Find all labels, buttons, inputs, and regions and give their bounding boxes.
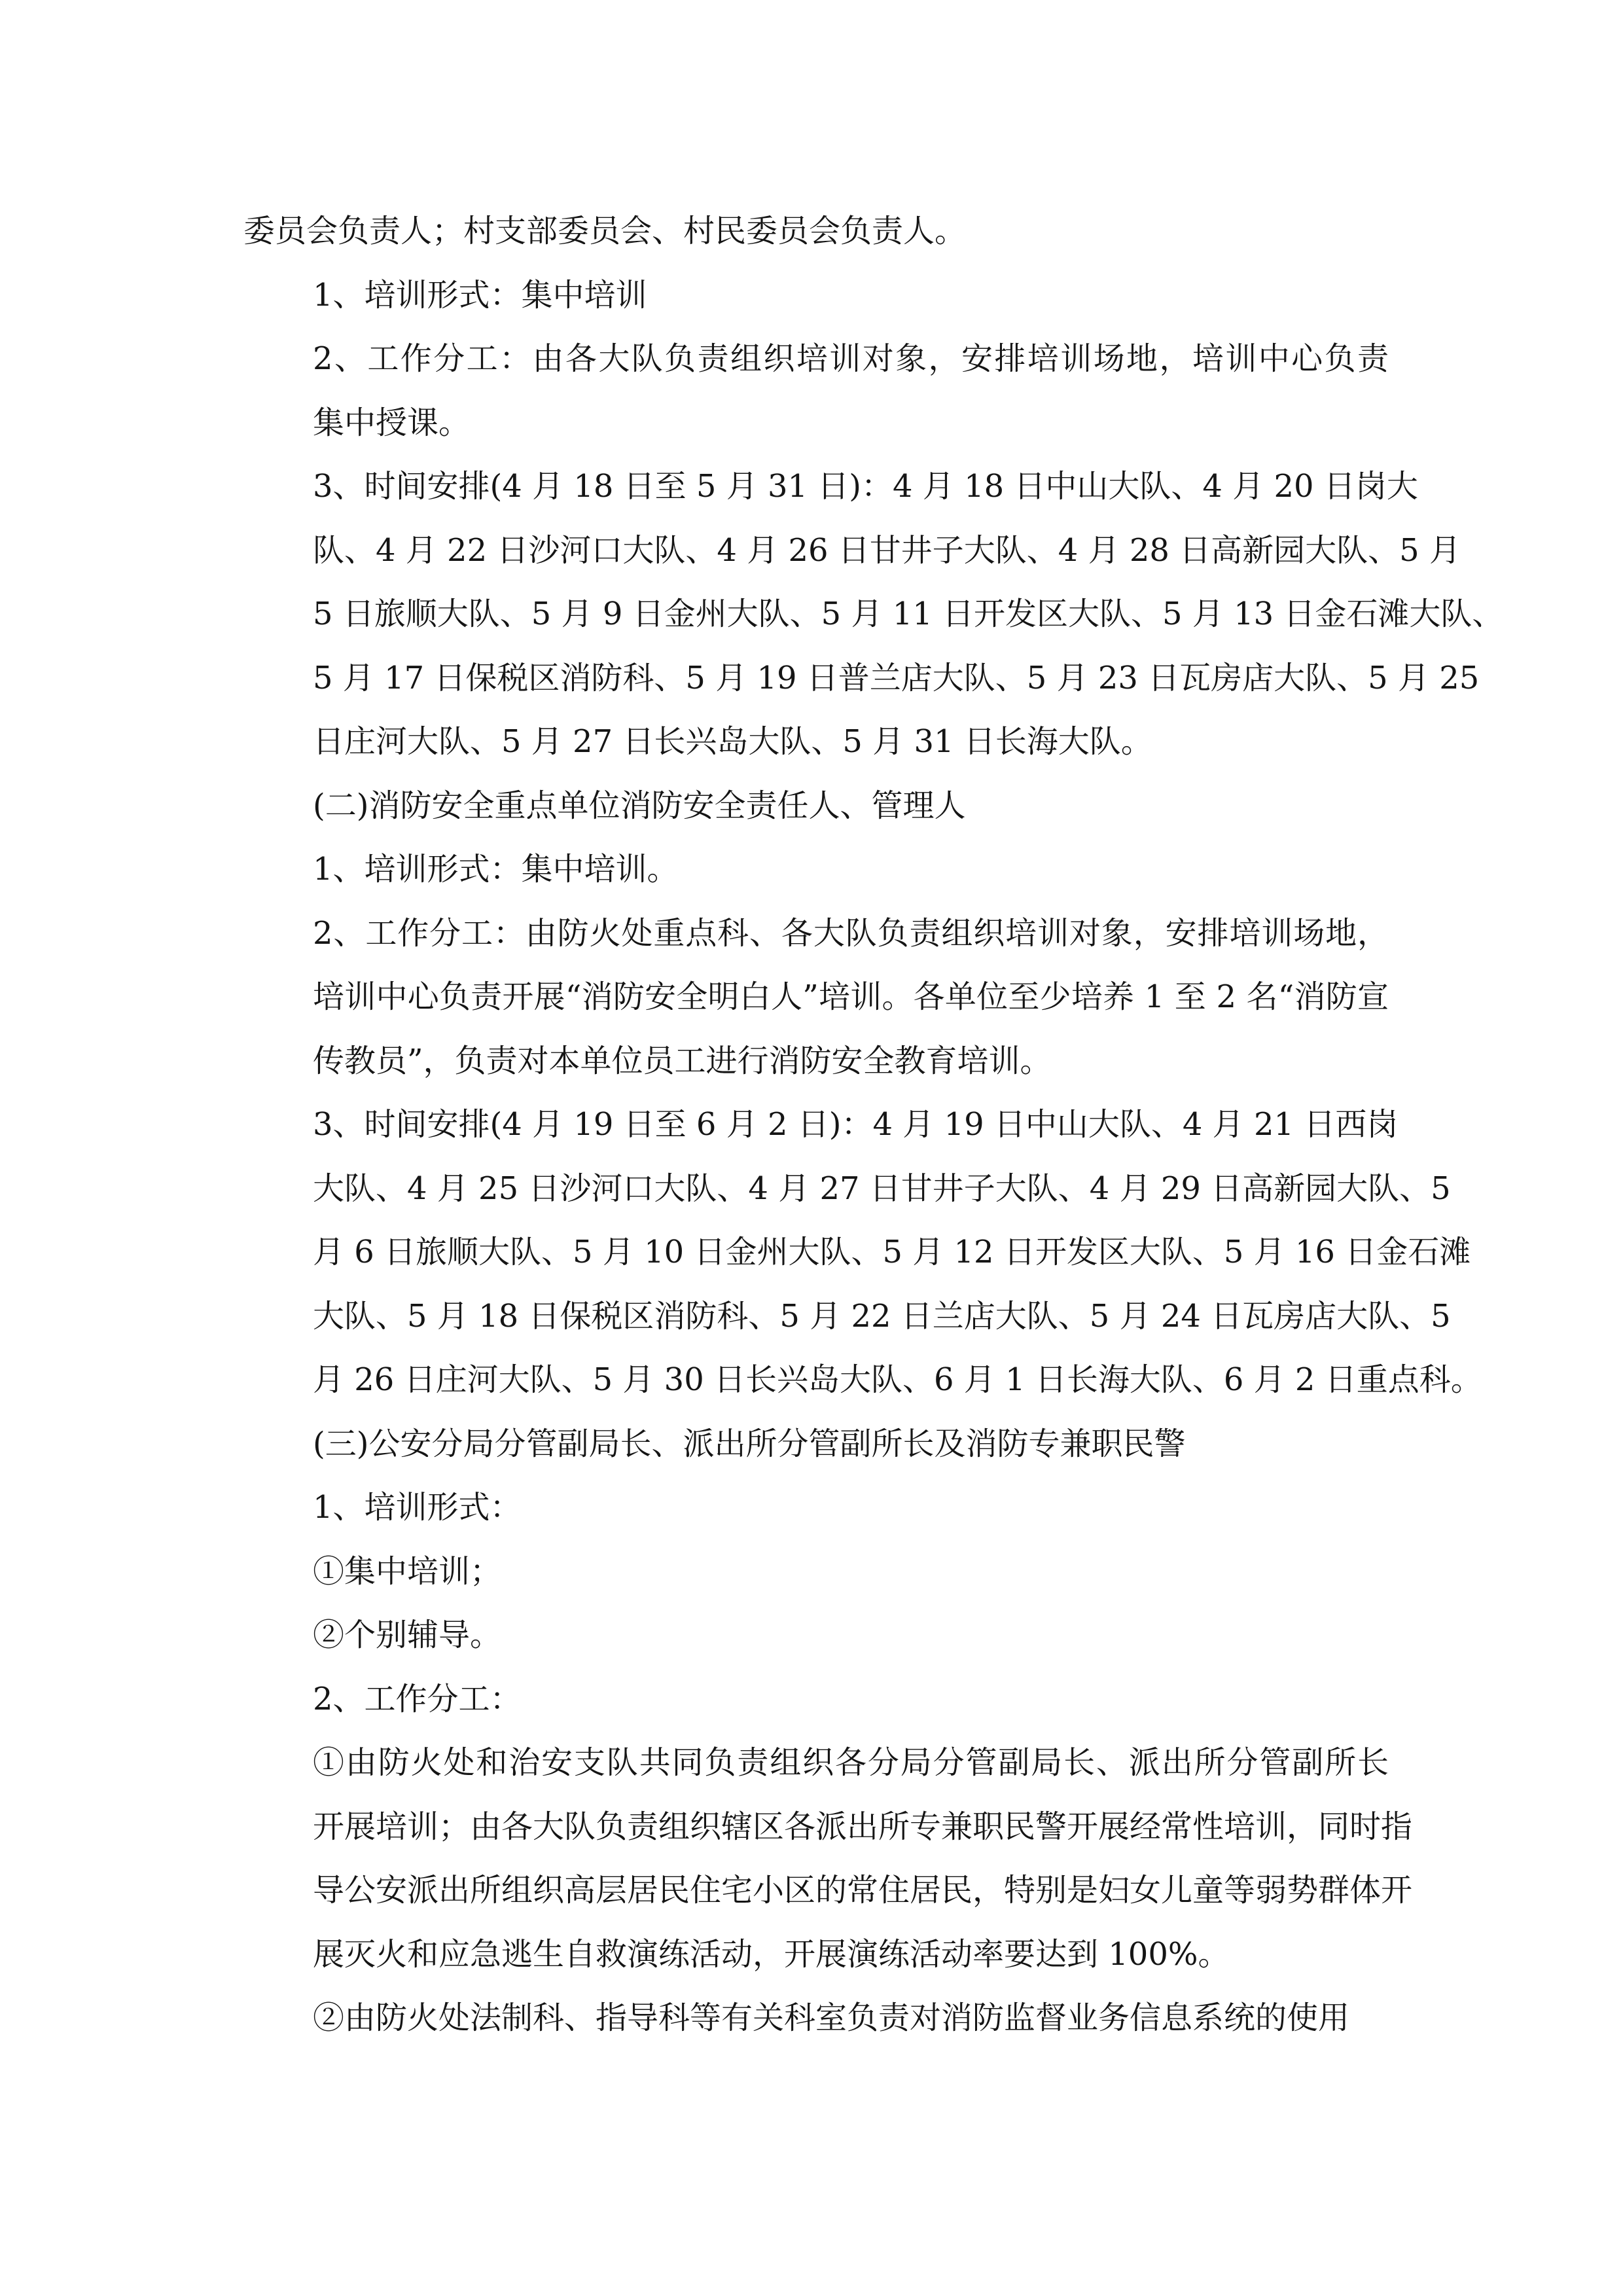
paragraph (243, 1093, 1482, 1412)
text-line: 2、工作分工：由防火处重点科、各大队负责组织培训对象，安排培训场地， (313, 914, 1389, 952)
text-line: 大队、5 月 18 日保税区消防科、5 月 22 日兰店大队、5 月 24 日瓦房店大队、5 (313, 1297, 1451, 1335)
paragraph (243, 838, 1389, 902)
text-line: 5 日旅顺大队、5 月 9 日金州大队、5 月 11 日开发区大队、5 月 13 日金石滩大队、 (313, 596, 1504, 632)
document-body (243, 200, 1504, 2051)
text-line: ②个别辅导。 (313, 1617, 502, 1653)
text-line: 导公安派出所组织高层居民住宅小区的常住居民，特别是妇女儿童等弱势群体开 (313, 1872, 1413, 1909)
text-line: 日庄河大队、5 月 27 日长兴岛大队、5 月 31 日长海大队。 (313, 723, 1152, 760)
text-line: 3、时间安排(4 月 19 日至 6 月 2 日)：4 月 19 日中山大队、4 月 21 日西岗 (313, 1106, 1399, 1143)
text-line: 月 6 日旅顺大队、5 月 10 日金州大队、5 月 12 日开发区大队、5 月 16 日金石滩 (313, 1234, 1471, 1270)
text-line: 月 26 日庄河大队、5 月 30 日长兴岛大队、6 月 1 日长海大队、6 月 2 日重点科。 (313, 1361, 1482, 1398)
text-line: 委员会负责人；村支部委员会、村民委员会负责人。 (243, 213, 967, 249)
text-line: 传教员”，负责对本单位员工进行消防安全教育培训。 (313, 1042, 1052, 1079)
paragraph (243, 1668, 1389, 1732)
text-line: 展灭火和应急逃生自救演练活动，开展演练活动率要达到 100%。 (313, 1935, 1230, 1973)
text-line: 1、培训形式：集中培训 (313, 276, 647, 314)
paragraph (243, 455, 1504, 774)
text-line: 大队、4 月 25 日沙河口大队、4 月 27 日甘井子大队、4 月 29 日高新园大队、5 (313, 1170, 1451, 1207)
paragraph (243, 774, 1389, 838)
paragraph (243, 1540, 1389, 1604)
paragraph (243, 1604, 1389, 1668)
text-line: 开展培训；由各大队负责组织辖区各派出所专兼职民警开展经常性培训，同时指 (313, 1808, 1413, 1845)
paragraph (243, 1476, 1389, 1540)
paragraph (243, 902, 1389, 1094)
text-line: ②由防火处法制科、指导科等有关科室负责对消防监督业务信息系统的使用 (313, 2000, 1350, 2036)
paragraph (243, 327, 1389, 455)
text-line: (三)公安分局分管副局长、派出所分管副所长及消防专兼职民警 (313, 1425, 1186, 1462)
text-line: 培训中心负责开展“消防安全明白人”培训。各单位至少培养 1 至 2 名“消防宣 (313, 978, 1389, 1015)
text-line: ①集中培训； (313, 1552, 502, 1590)
text-line: 2、工作分工： (313, 1680, 522, 1717)
paragraph (243, 264, 1389, 328)
paragraph (243, 1412, 1389, 1477)
text-line: (二)消防安全重点单位消防安全责任人、管理人 (313, 787, 966, 824)
text-line: 3、时间安排(4 月 18 日至 5 月 31 日)：4 月 18 日中山大队、4 月 20 日岗大 (313, 468, 1418, 505)
text-line: ①由防火处和治安支队共同负责组织各分局分管副局长、派出所分管副所长 (313, 1744, 1389, 1781)
paragraph (243, 1731, 1413, 1986)
text-line: 5 月 17 日保税区消防科、5 月 19 日普兰店大队、5 月 23 日瓦房店大队、5 月 25 (313, 659, 1480, 696)
text-line: 2、工作分工：由各大队负责组织培训对象，安排培训场地，培训中心负责 (313, 340, 1389, 377)
text-line: 1、培训形式： (313, 1489, 522, 1526)
paragraph (243, 1986, 1389, 2051)
text-line: 队、4 月 22 日沙河口大队、4 月 26 日甘井子大队、4 月 28 日高新园大队、5 月 (313, 531, 1461, 569)
text-line: 集中授课。 (313, 404, 471, 441)
text-line: 1、培训形式：集中培训。 (313, 851, 679, 888)
paragraph (243, 200, 1389, 264)
